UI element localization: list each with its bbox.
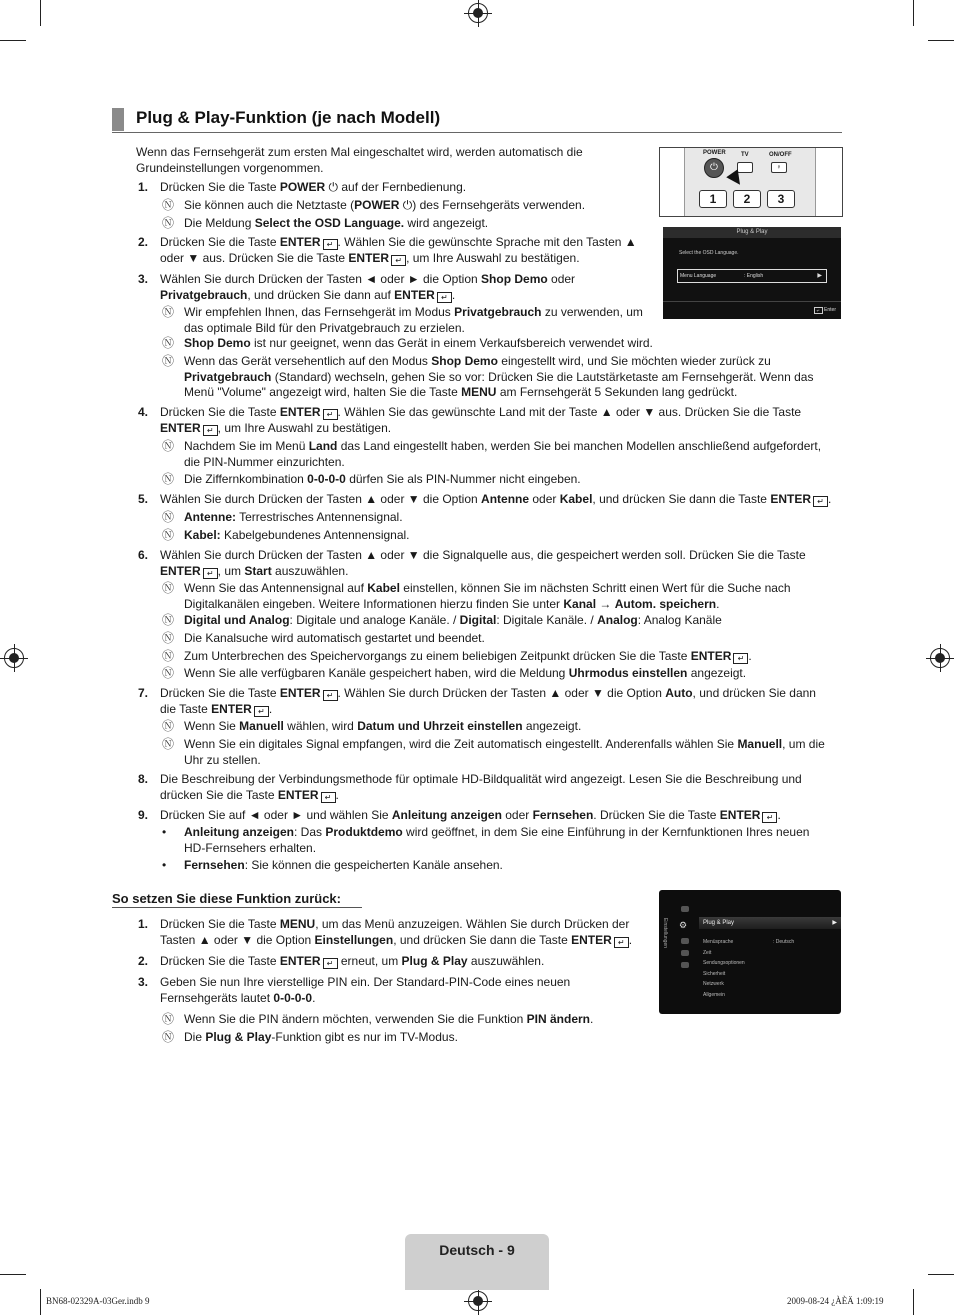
step-text: Drücken Sie die Taste ENTER ↵ erneut, um Plug & Play auszuwählen. <box>160 954 545 968</box>
enter-icon: ↵ <box>203 425 218 436</box>
note-text: Die Ziffernkombination 0-0-0-0 dürfen Sie als PIN-Nummer nicht eingeben. <box>184 472 581 486</box>
note-text: Wenn Sie ein digitales Signal empfangen, wird die Zeit automatisch eingestellt. Anderenfalls wählen Sie Manuell, um die Uhr zu stellen. <box>184 737 825 767</box>
gear-icon: ⚙ <box>679 920 688 930</box>
step-text: Drücken Sie die Taste POWER ⏻ auf der Fernbedienung. <box>160 180 467 194</box>
note-text: Die Meldung Select the OSD Language. wird angezeigt. <box>184 216 489 230</box>
onoff-label: ON/OFF <box>769 152 792 158</box>
enter-icon: ↵ <box>813 496 828 507</box>
osd-row-value: : English <box>744 273 764 279</box>
step-number: 4. <box>138 405 149 419</box>
step-number: 8. <box>138 772 149 786</box>
osd-lang-value: : Deutsch <box>773 939 795 945</box>
osd-selected-row <box>699 917 841 929</box>
note-icon: Ⓝ <box>162 613 175 627</box>
note-text: Die Plug & Play-Funktion gibt es nur im TV-Modus. <box>184 1030 458 1044</box>
step-text: Geben Sie nun Ihre vierstellige PIN ein. Der Standard-PIN-Code eines neuen Fernsehgeräts lautet 0-0-0-0. <box>160 975 571 1005</box>
note-icon: Ⓝ <box>162 631 175 645</box>
crop-mark <box>928 1274 954 1275</box>
registration-mark-icon <box>468 1291 488 1311</box>
note-icon: Ⓝ <box>162 737 175 751</box>
step-number: 9. <box>138 808 149 822</box>
crop-mark <box>913 0 914 26</box>
registration-mark-icon <box>468 3 488 23</box>
note-icon: Ⓝ <box>162 472 175 486</box>
note-text: Sie können auch die Netztaste (POWER ⏻) des Fernsehgeräts verwenden. <box>184 198 586 212</box>
crop-mark <box>40 0 41 26</box>
osd-menu-item: Menüsprache <box>703 939 734 945</box>
note-icon: Ⓝ <box>162 354 175 368</box>
step-number: 5. <box>138 492 149 506</box>
note-text: Kabel: Kabelgebundenes Antennensignal. <box>184 528 410 542</box>
step-number: 7. <box>138 686 149 700</box>
enter-icon: ↵ <box>614 937 629 948</box>
note-text: Antenne: Terrestrisches Antennensignal. <box>184 510 403 524</box>
light-icon: ♀ <box>771 162 787 173</box>
file-name: BN68-02329A-03Ger.indb 9 <box>46 1296 150 1306</box>
note-text: Die Kanalsuche wird automatisch gestartet und beendet. <box>184 631 485 645</box>
enter-icon: ↵ <box>323 958 338 969</box>
bullet-text: Fernsehen: Sie können die gespeicherten Kanäle ansehen. <box>184 858 503 872</box>
note-text: Nachdem Sie im Menü Land das Land eingestellt haben, werden Sie bei manchen Modellen anschließend aufgefordert, die PIN-Nummer einzurichten. <box>184 439 822 469</box>
enter-icon: ↵ <box>203 568 218 579</box>
step-text: Drücken Sie die Taste ENTER ↵ . Wählen Sie durch Drücken der Tasten ▲ oder ▼ die Option Auto, und drücken Sie dann die Taste ENTER ↵ . <box>160 686 816 716</box>
step-text: Drücken Sie auf ◄ oder ► und wählen Sie Anleitung anzeigen oder Fernsehen. Drücken Sie die Taste ENTER ↵ . <box>160 808 781 822</box>
step-number: 1. <box>138 180 149 194</box>
note-text: Wenn das Gerät versehentlich auf den Modus Shop Demo eingestellt wird, und Sie möchten wieder zurück zu Privatgebrauch (Standard) wechseln, gehen Sie so vor: Drücken Sie die Lautstärketaste am Fernsehgerät. Wenn das Menü "Volume" angezeigt wird, halten Sie die Taste MENU am Fernsehgerät 5 Sekunden lang gedrückt. <box>184 354 814 399</box>
step-text: Wählen Sie durch Drücken der Tasten ▲ oder ▼ die Signalquelle aus, die gespeichert werden soll. Drücken Sie die Taste ENTER ↵ , um Start auszuwählen. <box>160 548 806 578</box>
osd-footer-label: Enter <box>824 307 836 313</box>
osd-settings-screen <box>659 890 841 1014</box>
key-1: 1 <box>699 190 727 208</box>
osd-menu-item: Allgemein <box>703 991 725 998</box>
step-number: 3. <box>138 272 149 286</box>
note-icon: Ⓝ <box>162 198 175 212</box>
note-text: Wenn Sie das Antennensignal auf Kabel einstellen, können Sie im nächsten Schritt einen Wert für die Suche nach Digitalkanälen eingeben. Weitere Informationen hierzu finden Sie unter Kanal → Autom. speichern. <box>184 581 791 611</box>
bullet-icon: • <box>162 858 167 872</box>
arrow-right-icon: ▶ <box>817 273 822 279</box>
note-text: Wenn Sie Manuell wählen, wird Datum und Uhrzeit einstellen angezeigt. <box>184 719 582 733</box>
enter-icon: ↵ <box>762 812 777 823</box>
page-title: Plug & Play-Funktion (je nach Modell) <box>136 108 441 127</box>
note-icon: Ⓝ <box>162 1012 175 1026</box>
enter-icon: ↵ <box>323 239 338 250</box>
osd-header: Plug & Play <box>663 227 841 238</box>
note-icon: Ⓝ <box>162 528 175 542</box>
enter-icon: ↵ <box>814 307 823 314</box>
note-text: Wenn Sie alle verfügbaren Kanäle gespeichert haben, wird die Meldung Uhrmodus einstellen angezeigt. <box>184 666 747 680</box>
key-3: 3 <box>767 190 795 208</box>
crop-mark <box>0 40 26 41</box>
arrow-right-icon: ▶ <box>832 920 837 926</box>
osd-divider <box>663 301 841 302</box>
registration-mark-icon <box>4 648 24 668</box>
power-icon: ⏻ <box>704 158 724 178</box>
step-number: 1. <box>138 917 149 931</box>
note-icon: Ⓝ <box>162 305 175 319</box>
osd-menu-item: Sendungsoptionen <box>703 960 745 966</box>
step-number: 6. <box>138 548 149 562</box>
enter-icon: ↵ <box>254 706 269 717</box>
tv-label: TV <box>741 152 749 158</box>
enter-icon: ↵ <box>437 292 452 303</box>
menu-icon <box>681 906 689 912</box>
enter-icon: ↵ <box>733 653 748 664</box>
menu-icon <box>681 950 689 956</box>
menu-icon <box>681 962 689 968</box>
section-header <box>112 108 842 133</box>
step-text: Wählen Sie durch Drücken der Tasten ◄ oder ► die Option Shop Demo oder Privatgebrauch, und drücken Sie dann auf ENTER ↵ . <box>160 272 576 302</box>
step-text: Drücken Sie die Taste ENTER ↵ . Wählen Sie das gewünschte Land mit der Taste ▲ oder ▼ aus. Drücken Sie die Taste ENTER ↵ , um Ihre Auswahl zu bestätigen. <box>160 405 802 435</box>
note-icon: Ⓝ <box>162 216 175 230</box>
note-icon: Ⓝ <box>162 439 175 453</box>
title-marker <box>112 108 124 131</box>
enter-icon: ↵ <box>391 255 406 266</box>
step-number: 3. <box>138 975 149 989</box>
remote-control-image <box>659 147 843 217</box>
osd-side-label: Einstellungen <box>662 918 668 949</box>
osd-menu-list <box>703 937 745 1000</box>
note-icon: Ⓝ <box>162 510 175 524</box>
enter-icon: ↵ <box>321 792 336 803</box>
osd-selected-label: Plug & Play <box>703 920 735 926</box>
osd-menu-item: Sicherheit <box>703 970 726 977</box>
step-number: 2. <box>138 954 149 968</box>
crop-mark <box>40 1289 41 1315</box>
power-label: POWER <box>703 150 726 156</box>
step-text: Drücken Sie die Taste MENU, um das Menü anzuzeigen. Wählen Sie durch Drücken der Tasten ▲ oder ▼ die Option Einstellungen, und drücken Sie dann die Taste ENTER ↵ . <box>160 917 633 947</box>
note-text: Wir empfehlen Ihnen, das Fernsehgerät im Modus Privatgebrauch zu verwenden, um das optimale Bild für den Privatgebrauch zu erzielen. <box>184 305 643 335</box>
key-2: 2 <box>733 190 761 208</box>
menu-icon <box>681 938 689 944</box>
osd-row-label: Menu Language <box>680 273 717 279</box>
reset-subheading: So setzen Sie diese Funktion zurück: <box>112 891 362 908</box>
step-text: Wählen Sie durch Drücken der Tasten ▲ oder ▼ die Option Antenne oder Kabel, und drücken Sie dann die Taste ENTER ↵ . <box>160 492 832 506</box>
note-icon: Ⓝ <box>162 649 175 663</box>
osd-footer <box>812 307 836 314</box>
intro-text: Wenn das Fernsehgerät zum ersten Mal eingeschaltet wird, werden automatisch die Grundeinstellungen vorgenommen. <box>136 145 583 175</box>
registration-mark-icon <box>930 648 950 668</box>
page-number: Deutsch - 9 <box>439 1242 515 1258</box>
print-date: 2009-08-24 ¿ÀÈÄ 1:09:19 <box>787 1296 884 1306</box>
note-icon: Ⓝ <box>162 581 175 595</box>
bullet-icon: • <box>162 825 167 839</box>
crop-mark <box>913 1289 914 1315</box>
note-icon: Ⓝ <box>162 719 175 733</box>
note-icon: Ⓝ <box>162 336 175 350</box>
osd-menu-item: Netzwerk <box>703 981 724 987</box>
note-icon: Ⓝ <box>162 1030 175 1044</box>
osd-prompt: Select the OSD Language. <box>679 250 739 256</box>
note-text: Zum Unterbrechen des Speichervorgangs zu einem beliebigen Zeitpunkt drücken Sie die Taste ENTER ↵ . <box>184 649 752 663</box>
osd-language-screen <box>663 227 841 319</box>
step-text: Die Beschreibung der Verbindungsmethode für optimale HD-Bildqualität wird angezeigt. Lesen Sie die Beschreibung und drücken Sie die Taste ENTER ↵ . <box>160 772 802 802</box>
note-text: Wenn Sie die PIN ändern möchten, verwenden Sie die Funktion PIN ändern. <box>184 1012 594 1026</box>
crop-mark <box>928 40 954 41</box>
step-number: 2. <box>138 235 149 249</box>
step-text: Drücken Sie die Taste ENTER ↵ . Wählen Sie die gewünschte Sprache mit den Tasten ▲ oder ▼ aus. Drücken Sie die Taste ENTER ↵ , um Ihre Auswahl zu bestätigen. <box>160 235 637 265</box>
enter-icon: ↵ <box>323 690 338 701</box>
enter-icon: ↵ <box>323 409 338 420</box>
crop-mark <box>0 1274 26 1275</box>
note-text: Shop Demo ist nur geeignet, wenn das Gerät in einem Verkaufsbereich verwendet wird. <box>184 336 653 350</box>
osd-menu-item: Zeit <box>703 949 712 956</box>
note-text: Digital und Analog: Digitale und analoge Kanäle. / Digital: Digitale Kanäle. / Analog: Analog Kanäle <box>184 613 722 627</box>
bullet-text: Anleitung anzeigen: Das Produktdemo wird geöffnet, in dem Sie eine Einführung in der Kernfunktionen Ihres neuen HD-Fernsehers erhalten. <box>184 825 810 855</box>
note-icon: Ⓝ <box>162 666 175 680</box>
osd-menu-language-row <box>677 269 827 283</box>
